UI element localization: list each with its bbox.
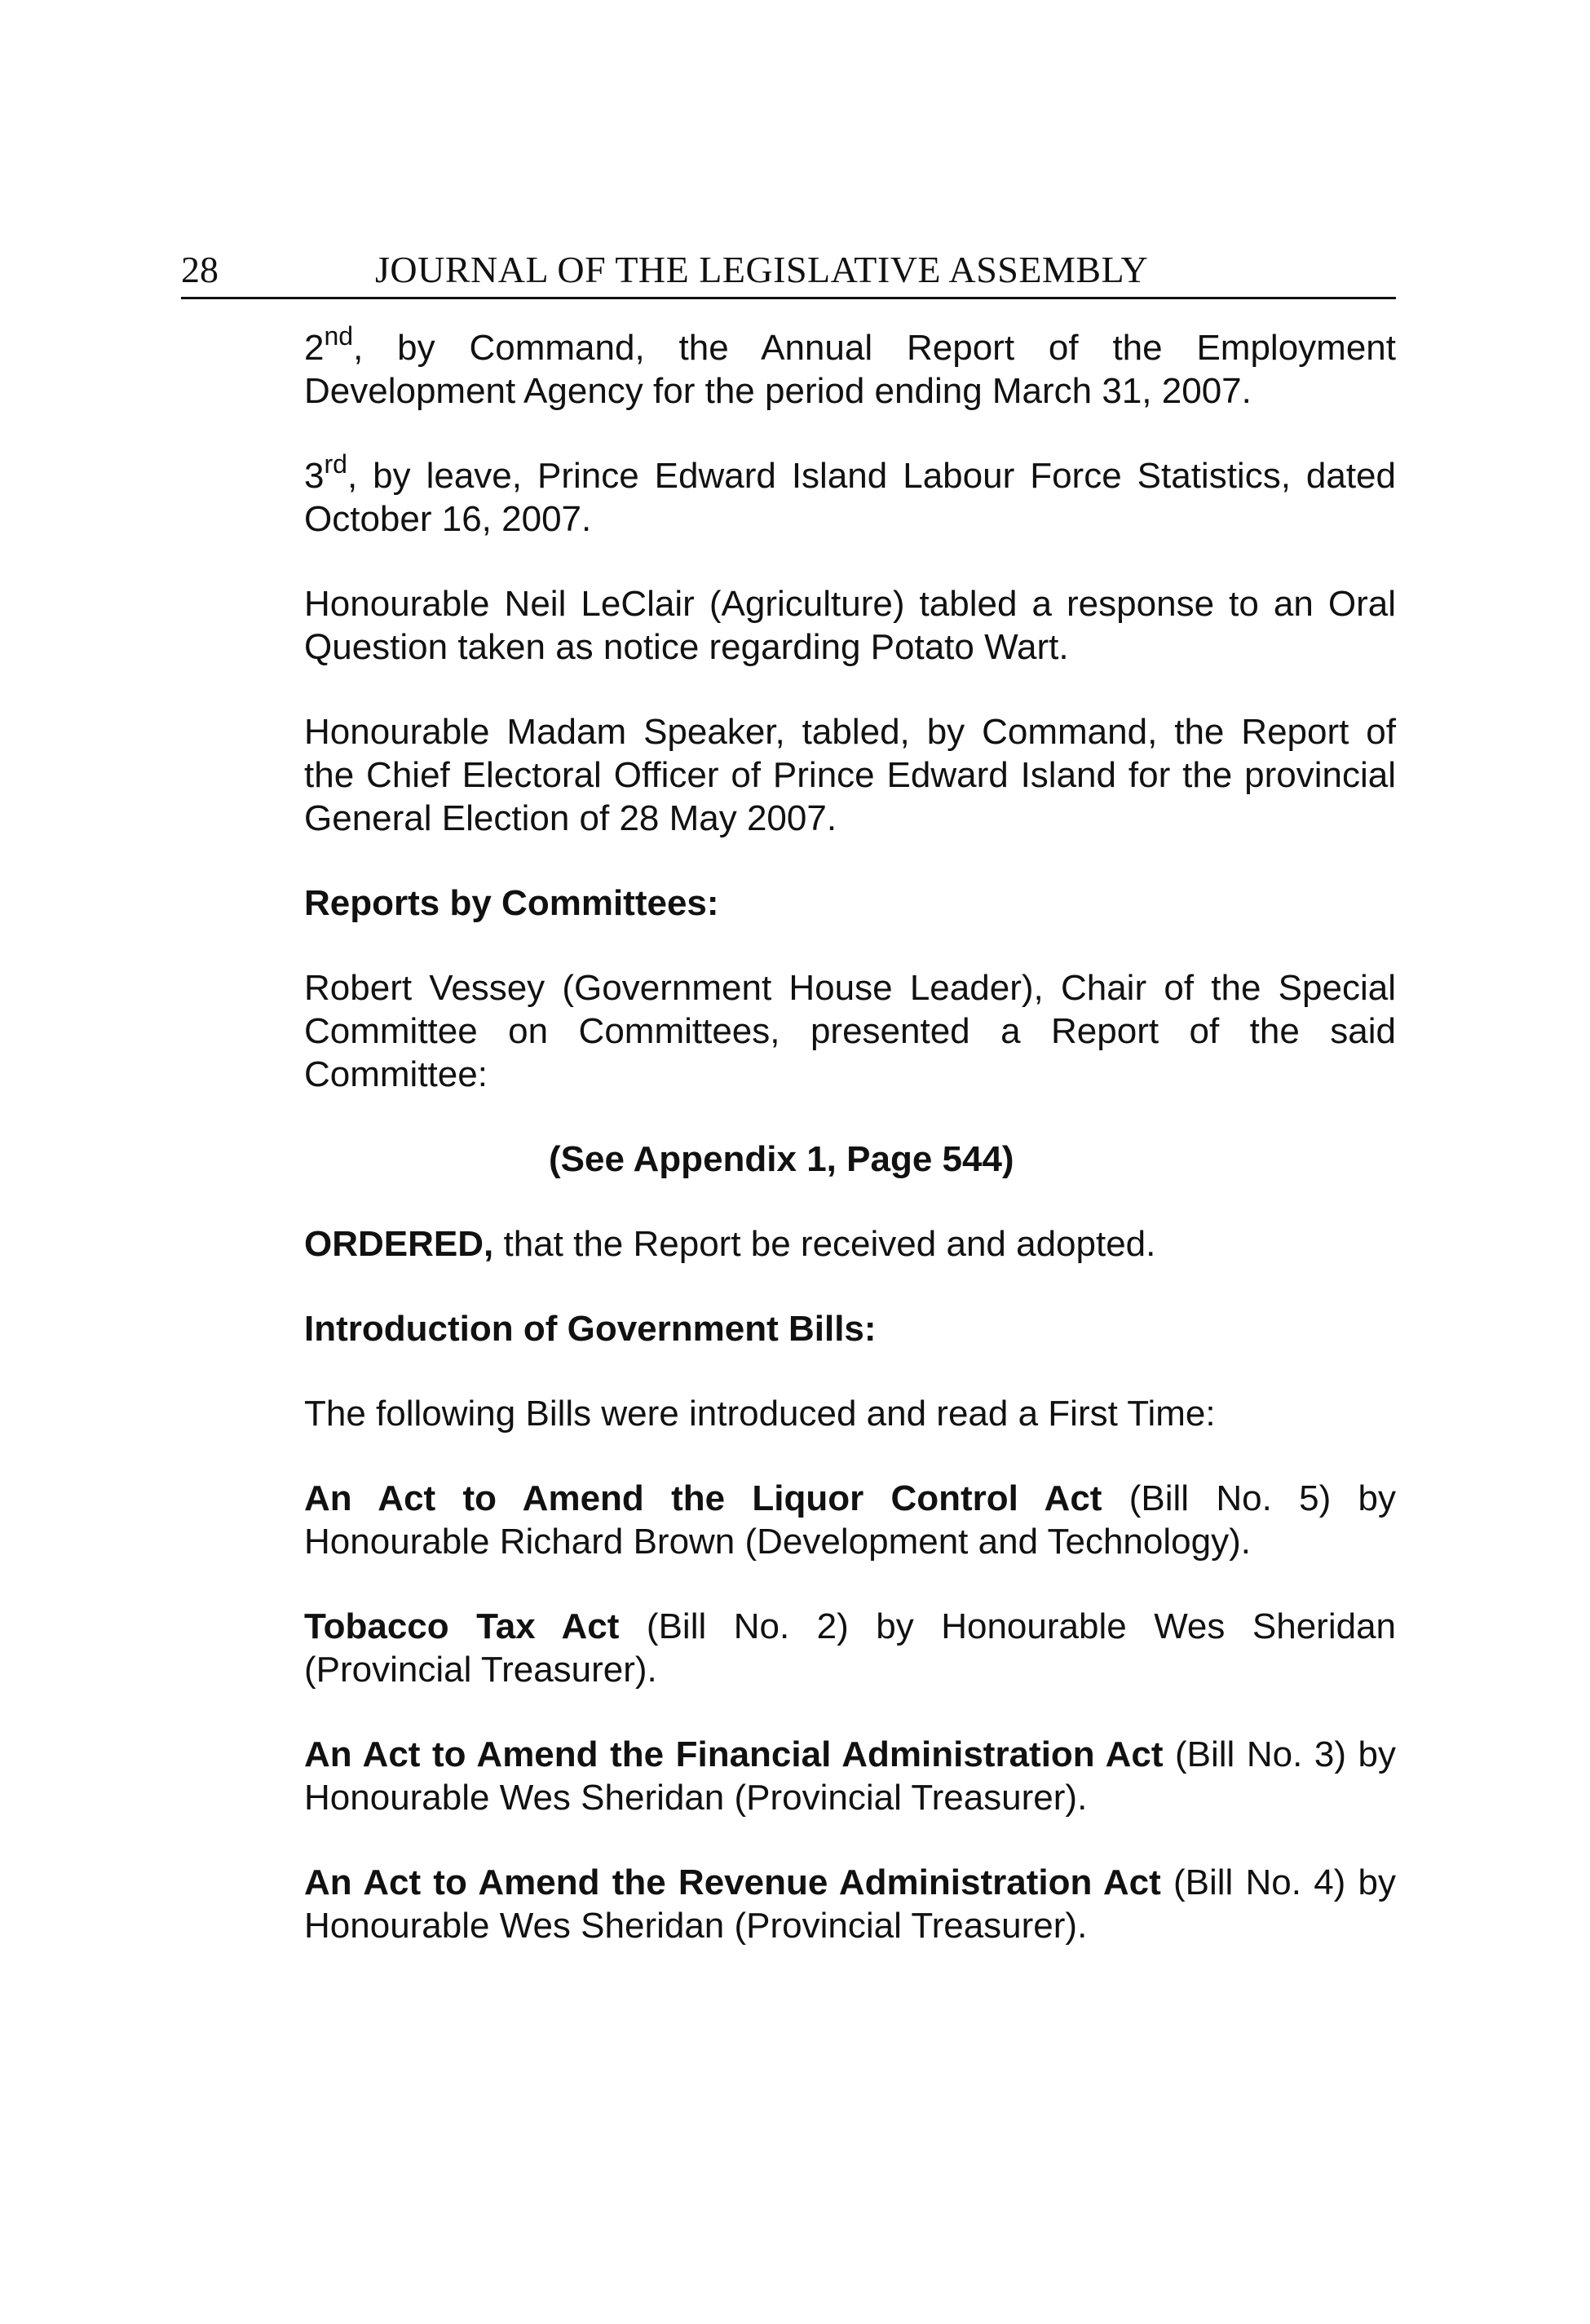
ordered-label: ORDERED, (304, 1224, 494, 1264)
bill-detail: (Bill No. 4) by Honourable Wes Sheridan (Provincial Treasurer). (304, 1862, 1396, 1946)
bill-entry (304, 1477, 1396, 1563)
bill-entry (304, 1605, 1396, 1691)
reports-heading: Reports by Committees: (304, 883, 719, 923)
page-body (304, 321, 1397, 1989)
bill-title: An Act to Amend the Liquor Control Act (304, 1478, 1102, 1518)
bill-detail: (Bill No. 2) by Honourable Wes Sheridan (Provincial Treasurer). (304, 1606, 1397, 1690)
oral-question-response: Honourable Neil LeClair (Agriculture) tabled a response to an Oral Question taken as notice regarding Potato Wart. (304, 584, 1396, 667)
running-title: JOURNAL OF THE LEGISLATIVE ASSEMBLY (375, 249, 1149, 290)
bills-intro: The following Bills were introduced and read a First Time: (304, 1394, 1216, 1434)
bill-entry (304, 1733, 1396, 1819)
bill-title: Tobacco Tax Act (304, 1606, 620, 1646)
ordinal-suffix: nd (324, 321, 354, 351)
electoral-report: Honourable Madam Speaker, tabled, by Command, the Report of the Chief Electoral Officer of Prince Edward Island for the provincial General Election of 28 May 2007. (304, 712, 1396, 838)
ordinal-suffix: rd (324, 449, 347, 479)
bills-heading: Introduction of Government Bills: (304, 1309, 877, 1349)
bill-detail: (Bill No. 3) by Honourable Wes Sheridan (Provincial Treasurer). (304, 1734, 1396, 1818)
item-number: 3 (304, 456, 325, 496)
bill-detail: (Bill No. 5) by Honourable Richard Brown (Development and Technology). (304, 1478, 1396, 1562)
paragraph-text: , by Command, the Annual Report of the Employment Development Agency for the period ending March 31, 2007. (304, 328, 1396, 411)
item-number: 2 (304, 328, 325, 368)
ordered-paragraph (304, 1222, 1396, 1266)
page-number: 28 (181, 249, 219, 290)
bill-title: An Act to Amend the Revenue Administration Act (304, 1862, 1161, 1902)
bill-entry (304, 1861, 1396, 1947)
page-header (181, 243, 1396, 299)
appendix-reference: (See Appendix 1, Page 544) (549, 1139, 1014, 1179)
committee-report: Robert Vessey (Government House Leader), Chair of the Special Committee on Committees, presented a Report of the said Committee: (304, 968, 1396, 1094)
ordered-text: that the Report be received and adopted. (493, 1224, 1156, 1264)
bill-title: An Act to Amend the Financial Administration Act (304, 1734, 1164, 1774)
paragraph-text: , by leave, Prince Edward Island Labour Force Statistics, dated October 16, 2007. (304, 456, 1396, 539)
tabled-document-2nd (304, 321, 1396, 413)
tabled-document-3rd (304, 449, 1396, 541)
